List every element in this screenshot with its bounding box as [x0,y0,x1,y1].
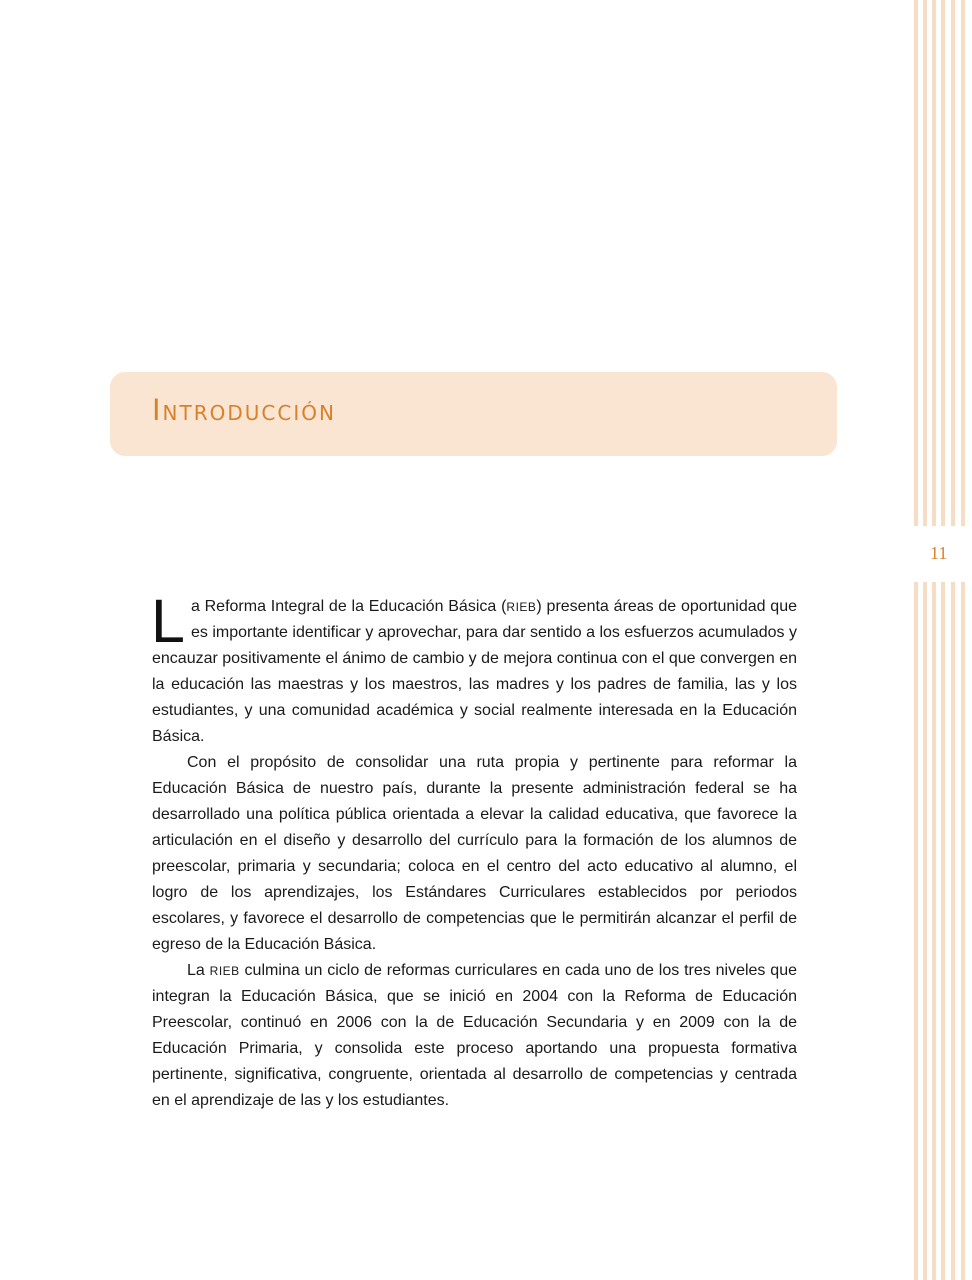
decorative-stripes [914,0,972,1280]
stripe [914,0,918,1280]
stripe [961,0,965,1280]
paragraph-text: culmina un ciclo de reformas curriculares en cada uno de los tres niveles que integran la Educación Básica, que se inició en 2004 con la Reforma de Educación Preescolar, continuó en 2006 con la de Educación Secundaria y en 2009 con la de Educación Primaria, y consolida este proceso aportando una propuesta formativa pertinente, significativa, congruente, orientada al desarrollo de competencias y centrada en el aprendizaje de las y los estudiantes. [152,962,797,1109]
acronym: RIEB [506,600,537,614]
stripe [932,0,936,1280]
stripe [941,0,945,1280]
paragraph-text: La [187,962,210,979]
drop-cap: L [151,587,185,655]
page-number: 11 [930,543,948,563]
paragraph [152,958,797,1114]
paragraph-text: a Reforma Integral de la Educación Básica ( [190,598,507,615]
acronym: RIEB [209,964,240,978]
stripe [951,0,955,1280]
paragraph [151,587,797,750]
paragraph-text: ) presenta áreas de oportunidad que es importante identificar y aprovechar, para dar sentido a los esfuerzos acumulados y encauzar positivamente el ánimo de cambio y de mejora continua con el que convergen en la educación las maestras y los maestros, las madres y los padres de familia, las y los estudiantes, y una comunidad académica y social realmente interesada en la Educación Básica. [152,598,797,745]
paragraph: Con el propósito de consolidar una ruta propia y pertinente para reformar la Educación Básica de nuestro país, durante la presente administración federal se ha desarrollado una política pública orientada a elevar la calidad educativa, que favorece la articulación en el diseño y desarrollo del currículo para la formación de los alumnos de preescolar, primaria y secundaria; coloca en el centro del acto educativo al alumno, el logro de los aprendizajes, los Estándares Curriculares establecidos por periodos escolares, y favorece el desarrollo de competencias que le permitirán alcanzar el perfil de egreso de la Educación Básica. [152,754,797,953]
stripe [923,0,927,1280]
body-text [151,587,797,1114]
page-title: Introducción [152,393,336,427]
